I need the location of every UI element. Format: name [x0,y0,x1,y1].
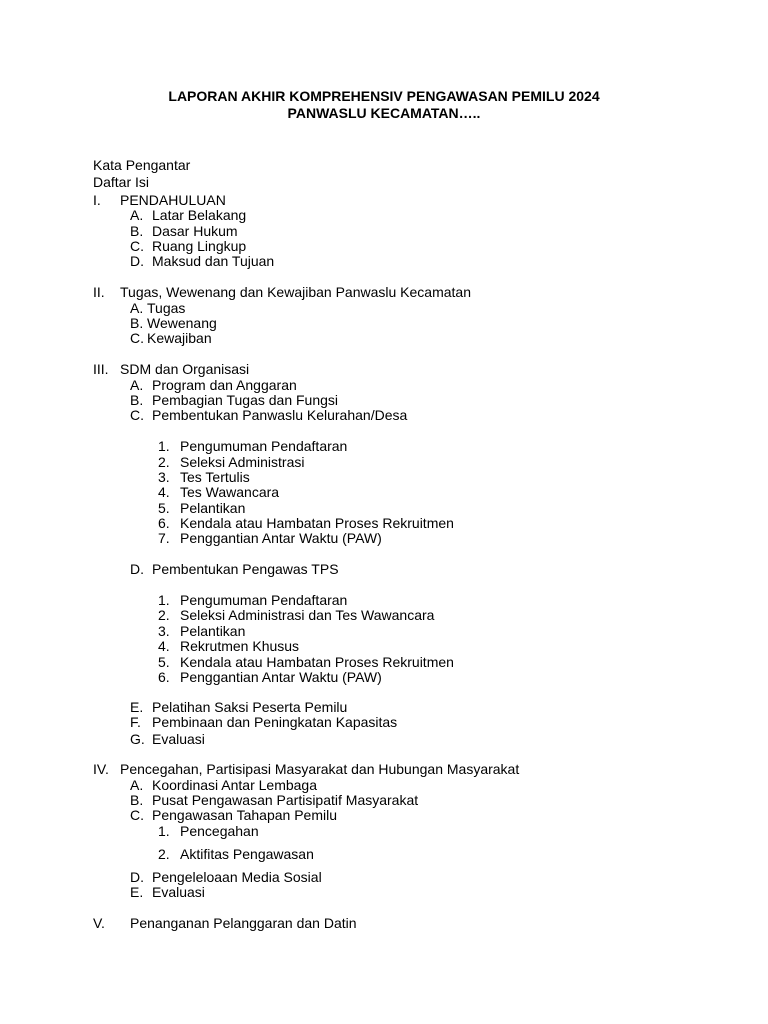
section-marker: G. [130,731,145,747]
subsection-marker: 5. [158,654,170,670]
section-label: Koordinasi Antar Lembaga [152,777,317,793]
chapter-title: Pencegahan, Partisipasi Masyarakat dan Hubungan Masyarakat [120,761,520,777]
section-marker: D. [130,869,144,885]
section-label: Pembentukan Panwaslu Kelurahan/Desa [152,407,408,423]
subsection-marker: 6. [158,669,170,685]
section-label: Pelatihan Saksi Peserta Pemilu [152,699,348,715]
chapter-title: Penanganan Pelanggaran dan Datin [130,915,357,931]
section-label: Tugas [147,300,186,316]
subsection-label: Penggantian Antar Waktu (PAW) [180,530,382,546]
section-label: Pusat Pengawasan Partisipatif Masyarakat [152,792,419,808]
daftar-isi: Daftar Isi [93,174,150,190]
subsection-label: Kendala atau Hambatan Proses Rekruitmen [180,515,454,531]
chapter-numeral: IV. [93,761,109,777]
section-label: Pengawasan Tahapan Pemilu [152,807,337,823]
section-label: Evaluasi [152,731,205,747]
document-subtitle: PANWASLU KECAMATAN….. [287,105,481,121]
subsection-marker: 7. [158,530,170,546]
chapter-title: SDM dan Organisasi [120,361,250,377]
subsection-marker: 6. [158,515,170,531]
section-label: Maksud dan Tujuan [152,253,275,269]
section-marker: D. [130,561,144,577]
subsection-marker: 3. [158,623,170,639]
section-marker: C. [130,807,144,823]
subsection-label: Pengumuman Pendaftaran [180,592,348,608]
subsection-label: Penggantian Antar Waktu (PAW) [180,669,382,685]
subsection-label: Tes Tertulis [180,469,250,485]
subsection-label: Tes Wawancara [180,484,280,500]
subsection-label: Seleksi Administrasi [180,454,305,470]
subsection-label: Seleksi Administrasi dan Tes Wawancara [180,607,435,623]
section-label: Program dan Anggaran [152,377,297,393]
subsection-marker: 2. [158,454,170,470]
section-marker: E. [130,699,144,715]
chapter-title: Tugas, Wewenang dan Kewajiban Panwaslu Kecamatan [120,284,471,300]
section-label: Wewenang [147,315,217,331]
section-marker: F. [130,714,141,730]
subsection-label: Pelantikan [180,623,246,639]
section-marker: B. [130,223,144,239]
section-label: Pembinaan dan Peningkatan Kapasitas [152,714,398,730]
section-marker: B. [130,792,144,808]
subsection-marker: 5. [158,500,170,516]
section-label: Evaluasi [152,884,205,900]
section-marker: B. [130,392,144,408]
section-label: Pembentukan Pengawas TPS [152,561,339,577]
section-marker: A. [130,377,144,393]
subsection-marker: 1. [158,592,170,608]
subsection-marker: 2. [158,607,170,623]
chapter-title: PENDAHULUAN [120,192,226,208]
section-label: Latar Belakang [152,207,247,223]
subsection-marker: 2. [158,846,170,862]
section-marker: D. [130,253,144,269]
chapter-numeral: I. [93,192,101,208]
chapter-numeral: III. [93,361,109,377]
section-label: Dasar Hukum [152,223,238,239]
subsection-marker: 1. [158,438,170,454]
section-marker: A. [130,207,144,223]
chapter-numeral: V. [93,915,105,931]
chapter-numeral: II. [93,284,105,300]
section-marker: A. [130,300,144,316]
section-label: Pembagian Tugas dan Fungsi [152,392,339,408]
subsection-label: Pengumuman Pendaftaran [180,438,348,454]
subsection-label: Aktifitas Pengawasan [180,846,314,862]
section-marker: C. [130,407,144,423]
subsection-marker: 1. [158,823,170,839]
section-marker: C. [130,238,144,254]
subsection-marker: 3. [158,469,170,485]
subsection-label: Kendala atau Hambatan Proses Rekruitmen [180,654,454,670]
kata-pengantar: Kata Pengantar [93,157,191,173]
subsection-label: Pencegahan [180,823,259,839]
document-title: LAPORAN AKHIR KOMPREHENSIV PENGAWASAN PEMILU 2024 [168,88,600,104]
section-label: Pengeleloaan Media Sosial [152,869,322,885]
section-label: Ruang Lingkup [152,238,247,254]
section-label: Kewajiban [147,330,212,346]
subsection-marker: 4. [158,638,170,654]
section-marker: B. [130,315,144,331]
section-marker: A. [130,777,144,793]
subsection-label: Pelantikan [180,500,246,516]
subsection-label: Rekrutmen Khusus [180,638,300,654]
section-marker: C. [130,330,144,346]
section-marker: E. [130,884,144,900]
subsection-marker: 4. [158,484,170,500]
